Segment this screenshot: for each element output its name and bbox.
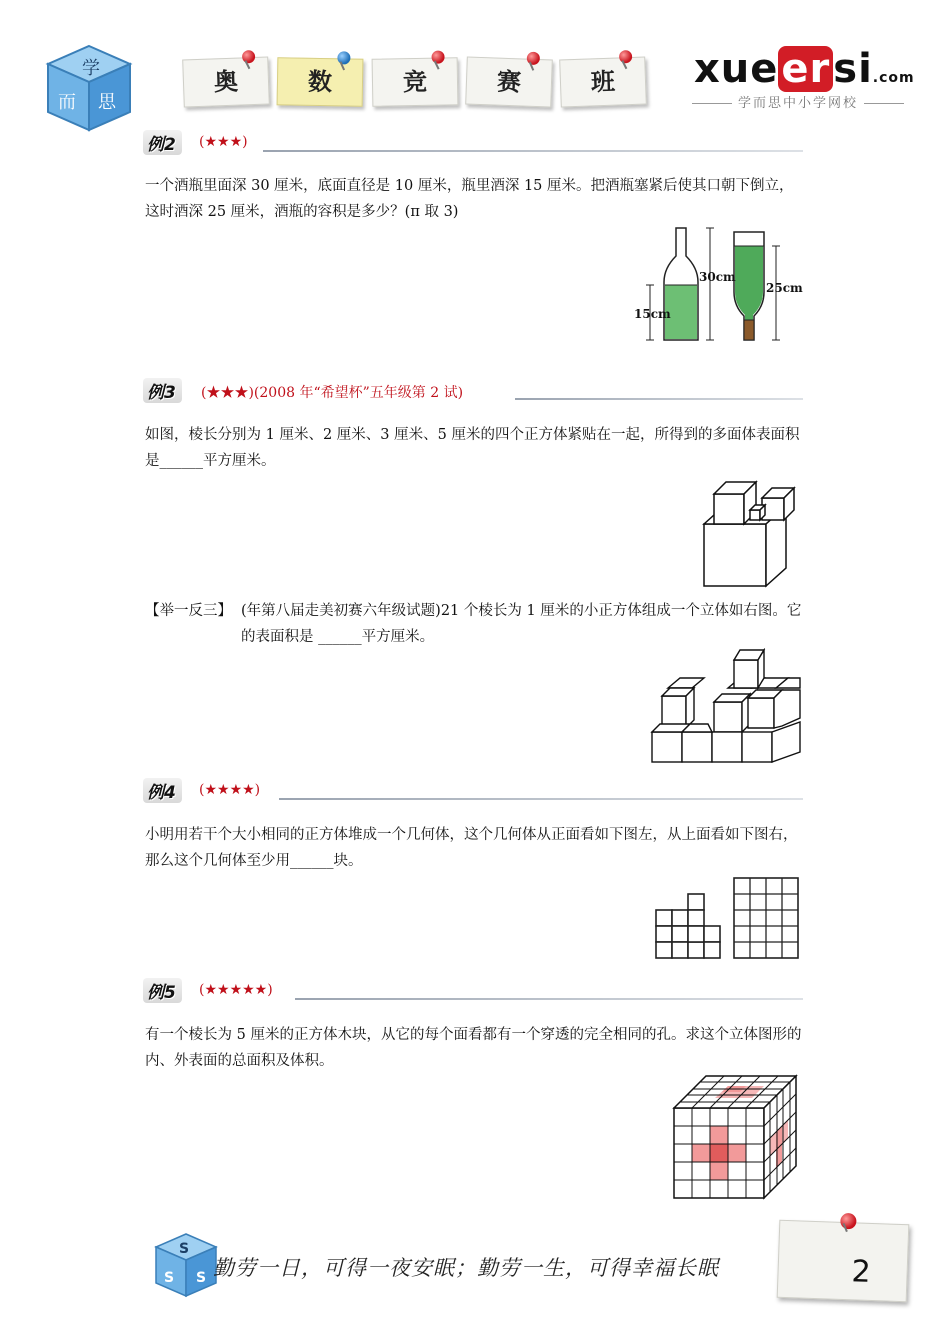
example-2-heading (143, 130, 803, 156)
example-5-text: 有一个棱长为 5 厘米的正方体木块，从它的每个面看都有一个穿透的完全相同的孔。求这个立体图形的内、外表面的总面积及体积。 (145, 1027, 802, 1069)
example-4-text: 小明用若干个大小相同的正方体堆成一个几何体，这个几何体从正面看如下图左，从上面看如下图右，那么这个几何体至少用______块。 (145, 827, 798, 869)
logo-cube (44, 42, 134, 134)
footer-cube-char: S (164, 1270, 175, 1286)
page-number: 2 (850, 1254, 872, 1290)
example-3-heading (143, 378, 803, 404)
difficulty-stars: (★★★★★) (199, 982, 273, 998)
difficulty-stars: (★★★) (199, 134, 248, 150)
pin-icon (337, 51, 350, 64)
wine-bottle-figure (632, 222, 812, 350)
example-badge: 例3 (143, 378, 182, 403)
header-note: 赛 (465, 57, 553, 108)
example-3-text: 如图，棱长分别为 1 厘米、2 厘米、3 厘米、5 厘米的四个正方体紧贴在一起，所得到的多面体表面积是______平方厘米。 (145, 427, 800, 469)
difficulty-stars: (★★★)(2008 年“希望杯”五年级第 2 试) (201, 385, 464, 401)
pin-icon (527, 52, 540, 65)
header-note: 数 (277, 57, 364, 106)
footer-cube-char: S (179, 1241, 190, 1257)
difficulty-stars: (★★★★) (199, 782, 261, 798)
label-15cm: 15cm (634, 307, 671, 321)
page-number-note (777, 1220, 910, 1302)
header-note: 班 (559, 57, 647, 108)
label-30cm: 30cm (699, 270, 736, 284)
example-badge: 例5 (143, 978, 182, 1003)
header-note: 奥 (182, 57, 270, 108)
top-view-figure (730, 876, 802, 962)
example-badge: 例2 (143, 130, 182, 155)
brand-logo: xueersi.com (694, 46, 915, 92)
brand-subtitle: 学而思中小学网校 (680, 92, 916, 111)
example-badge: 例4 (143, 778, 182, 803)
example-5-heading (143, 978, 803, 1004)
footer-cube-char: S (196, 1270, 207, 1286)
pin-icon (840, 1213, 857, 1230)
header-note: 竞 (372, 57, 459, 106)
pin-icon (619, 50, 632, 63)
footer-sss-cube (154, 1232, 218, 1298)
logo-cube-char: 思 (98, 92, 116, 113)
hollow-cube-figure (670, 1072, 802, 1202)
practice-text: (年第八届走美初赛六年级试题)21 个棱长为 1 厘米的小正方体组成一个立体如右图。它的表面积是 ______平方厘米。 (241, 603, 802, 645)
unit-cubes-figure (648, 648, 804, 766)
pin-icon (242, 50, 255, 63)
practice-label: 【举一反三】 (145, 603, 232, 619)
example-4-heading (143, 778, 803, 804)
logo-cube-char: 而 (58, 92, 76, 113)
stacked-cubes-figure (700, 476, 800, 590)
footer-motto: 勤劳一日，可得一夜安眠；勤劳一生，可得幸福长眠 (213, 1256, 719, 1280)
example-2-text: 一个酒瓶里面深 30 厘米，底面直径是 10 厘米，瓶里酒深 15 厘米。把酒瓶塞紧后使其口朝下倒立，这时酒深 25 厘米，酒瓶的容积是多少？(π 取 3) (145, 178, 794, 220)
logo-cube-char: 学 (82, 58, 100, 79)
label-25cm: 25cm (766, 281, 803, 295)
pin-icon (431, 50, 444, 63)
